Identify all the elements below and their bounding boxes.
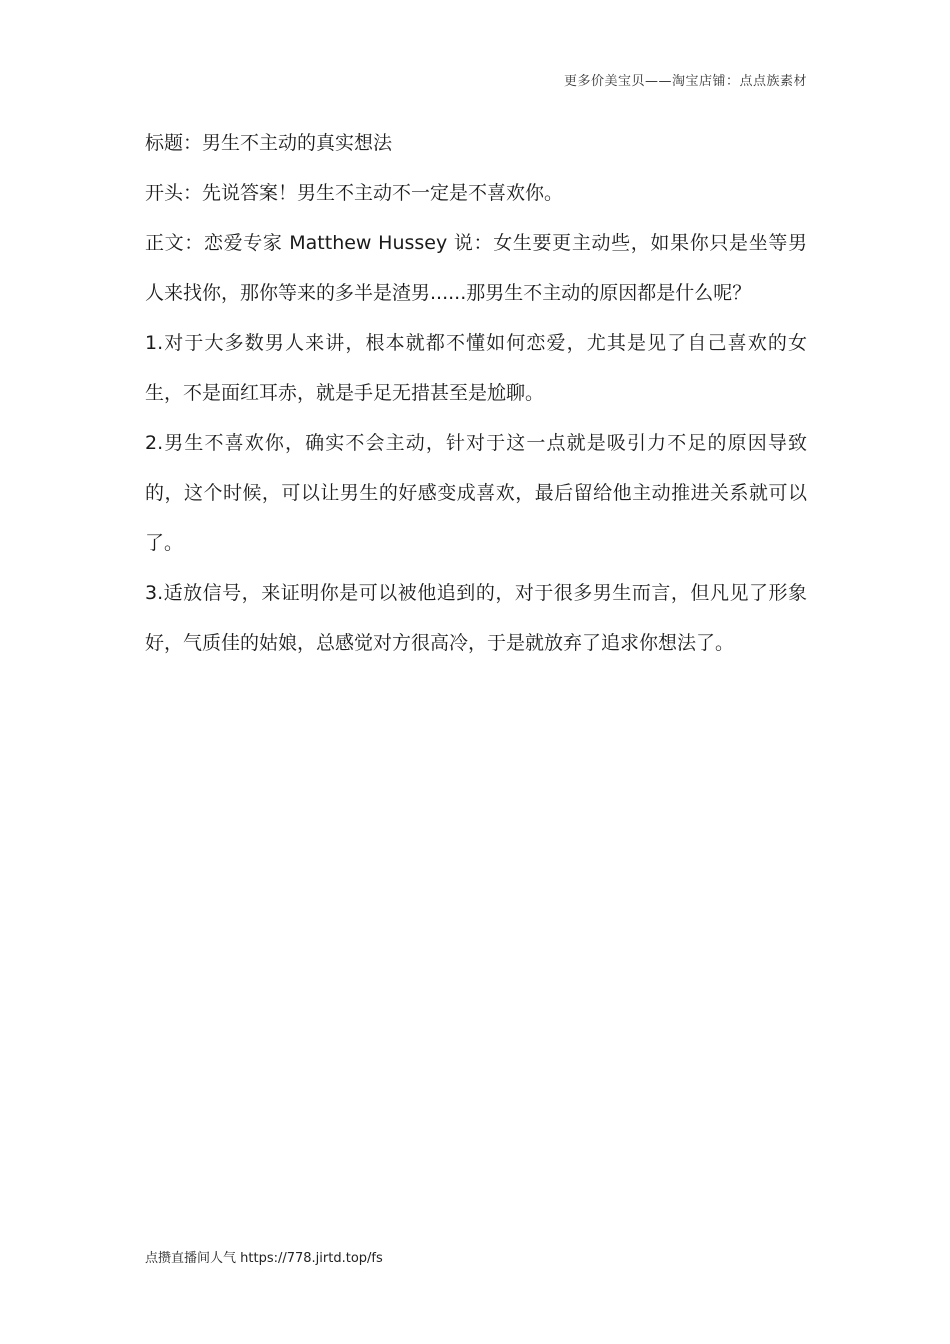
- footer-promo-link[interactable]: 点攒直播间人气 https://778.jirtd.top/fs: [145, 1251, 383, 1266]
- point-2-paragraph: 2.男生不喜欢你，确实不会主动，针对于这一点就是吸引力不足的原因导致的，这个时候，可以让男生的好感变成喜欢，最后留给他主动推进关系就可以了。: [145, 432, 807, 554]
- header-store-note: 更多价美宝贝——淘宝店铺：点点族素材: [563, 74, 807, 89]
- title-line: 标题：男生不主动的真实想法: [145, 132, 393, 154]
- point-3-paragraph: 3.适放信号，来证明你是可以被他追到的，对于很多男生而言，但凡见了形象好，气质佳的姑娘，总感觉对方很高冷，于是就放弃了追求你想法了。: [145, 582, 807, 654]
- body-paragraph: 正文：恋爱专家 Matthew Hussey 说：女生要更主动些，如果你只是坐等男人来找你，那你等来的多半是渣男......那男生不主动的原因都是什么呢？: [145, 232, 807, 304]
- opening-line: 开头：先说答案！男生不主动不一定是不喜欢你。: [145, 182, 564, 204]
- point-1-paragraph: 1.对于大多数男人来讲，根本就都不懂如何恋爱，尤其是见了自己喜欢的女生，不是面红耳赤，就是手足无措甚至是尬聊。: [145, 332, 807, 404]
- article-body: [145, 118, 807, 668]
